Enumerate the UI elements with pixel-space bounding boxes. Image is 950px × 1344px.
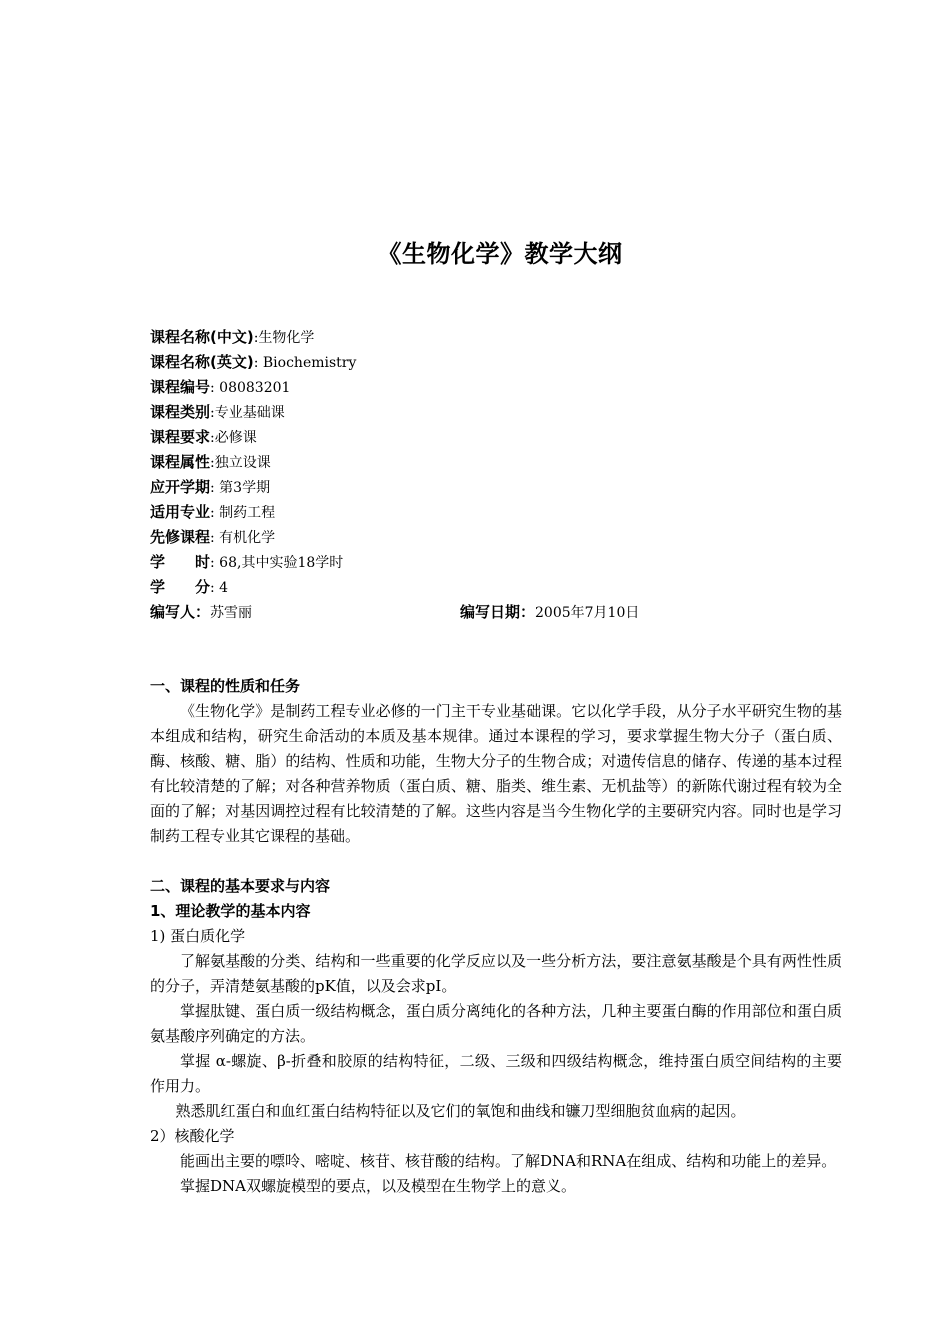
info-row-course-code (150, 375, 850, 400)
info-row-course-requirement (150, 425, 850, 450)
info-row-course-name-en (150, 350, 850, 375)
info-label: 应开学期 (150, 478, 211, 496)
info-label: 课程类别 (150, 403, 211, 421)
section-paragraph: 《生物化学》是制药工程专业必修的一门主干专业基础课。它以化学手段，从分子水平研究生物的基本组成和结构，研究生命活动的本质及基本规律。通过本课程的学习，要求掌握生物大分子（蛋白质、酶、核酸、糖、脂）的结构、性质和功能，生物大分子的生物合成；对遗传信息的储存、传递的基本过程有比较清楚的了解；对各种营养物质（蛋白质、糖、脂类、维生素、无机盐等）的新陈代谢过程有较为全面的了解；对基因调控过程有比较清楚的了解。这些内容是当今生物化学的主要研究内容。同时也是学习制药工程专业其它课程的基础。 (150, 702, 842, 845)
item-title-nucleic-acid: 2）核酸化学 (150, 1127, 235, 1145)
info-row-semester (150, 475, 850, 500)
item-paragraph: 熟悉肌红蛋白和血红蛋白结构特征以及它们的氧饱和曲线和镰刀型细胞贫血病的起因。 (175, 1102, 746, 1120)
info-row-course-name-cn (150, 325, 850, 350)
info-value: : 有机化学 (210, 530, 276, 546)
info-value: : 08083201 (210, 380, 291, 396)
info-row-major (150, 500, 850, 525)
info-label: 课程名称(英文) (150, 353, 254, 371)
section-heading-requirements: 二、课程的基本要求与内容 (150, 877, 331, 895)
item-title-protein: 1) 蛋白质化学 (150, 927, 246, 945)
item-paragraph: 了解氨基酸的分类、结构和一些重要的化学反应以及一些分析方法，要注意氨基酸是个具有两性性质的分子，弄清楚氨基酸的pK值，以及会求pI。 (150, 952, 842, 995)
info-label: 课程要求 (150, 428, 211, 446)
item-paragraph: 掌握DNA双螺旋模型的要点，以及模型在生物学上的意义。 (180, 1177, 576, 1195)
document-body (150, 674, 842, 1199)
info-row-prerequisite (150, 525, 850, 550)
info-label: 学 分 (150, 578, 211, 596)
info-row-hours (150, 550, 850, 575)
info-row-course-attribute (150, 450, 850, 475)
info-label: 先修课程 (150, 528, 211, 546)
date-group (460, 600, 639, 626)
info-label: 课程名称(中文) (150, 328, 254, 346)
info-row-credits (150, 575, 850, 600)
info-value: : 第3学期 (210, 480, 271, 496)
date-value: 2005年7月10日 (535, 605, 640, 621)
info-value: : 68,其中实验18学时 (210, 555, 344, 571)
info-label: 课程编号 (150, 378, 211, 396)
document-title: 《生物化学》教学大纲 (377, 240, 623, 268)
info-label: 适用专业 (150, 503, 211, 521)
subsection-heading-theory: 1、理论教学的基本内容 (150, 902, 311, 920)
info-label: 课程属性 (150, 453, 211, 471)
info-value: :专业基础课 (210, 405, 285, 421)
info-row-author-date (150, 600, 850, 625)
author-label: 编写人： (150, 603, 211, 621)
section-heading-nature: 一、课程的性质和任务 (150, 677, 301, 695)
item-paragraph: 掌握肽键、蛋白质一级结构概念，蛋白质分离纯化的各种方法，几种主要蛋白酶的作用部位和蛋白质氨基酸序列确定的方法。 (150, 1002, 842, 1045)
info-value: : 4 (210, 580, 229, 596)
item-paragraph: 掌握 α-螺旋、β-折叠和胶原的结构特征，二级、三级和四级结构概念，维持蛋白质空间结构的主要作用力。 (150, 1052, 842, 1095)
info-value: : 制药工程 (210, 505, 276, 521)
course-info (150, 325, 850, 625)
info-value: :必修课 (210, 430, 257, 446)
info-label: 学 时 (150, 553, 211, 571)
info-value: :生物化学 (253, 330, 315, 346)
author-value: 苏雪丽 (210, 605, 253, 621)
spacer (150, 849, 842, 874)
info-value: :独立设课 (210, 455, 271, 471)
date-label: 编写日期： (460, 603, 536, 621)
info-row-course-category (150, 400, 850, 425)
info-value: : Biochemistry (253, 355, 357, 371)
item-paragraph: 能画出主要的嘌呤、嘧啶、核苷、核苷酸的结构。了解DNA和RNA在组成、结构和功能上的差异。 (180, 1152, 837, 1170)
